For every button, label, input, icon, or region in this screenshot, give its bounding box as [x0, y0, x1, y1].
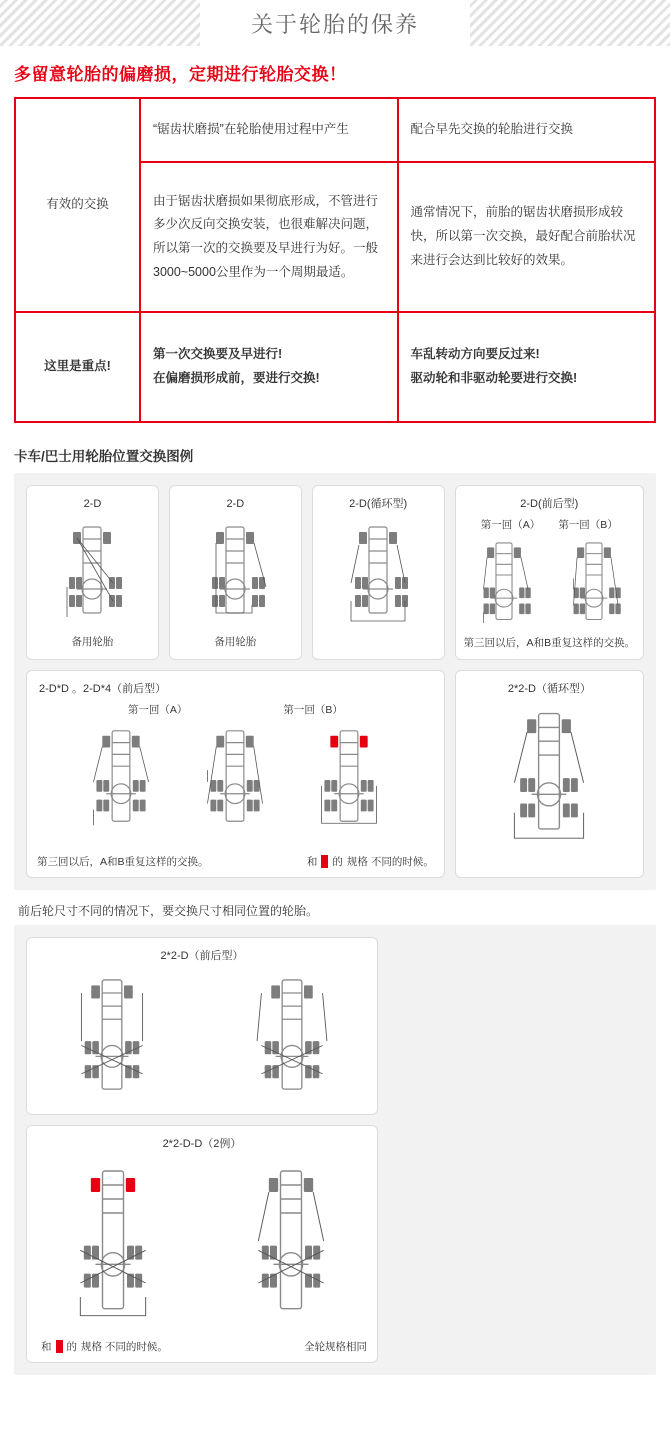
card-subtitles: [33, 702, 438, 717]
truck-diagram-icon: [333, 517, 423, 635]
card-foot: 第三回以后，A和B重复这样的交换。: [463, 636, 636, 649]
truck-diagram-icon: [181, 719, 289, 837]
bottom-spacer: [0, 1375, 670, 1393]
cell-body-col1: 由于锯齿状磨损如果彻底形成，不管进行多少次反向交换安装，也很难解决问题，所以第一次的交换要及早进行为好。一般3000~5000公里作为一个周期最适。: [140, 162, 398, 312]
section-heading: 卡车/巴士用轮胎位置交换图例: [14, 449, 194, 464]
maintenance-table: [14, 97, 656, 423]
card-foot: 备用轮胎: [71, 636, 114, 649]
diagram-area: [33, 1157, 371, 1340]
cell-head-col1: “锯齿状磨损”在轮胎使用过程中产生: [140, 98, 398, 162]
diagram-card-2d-cycle: [312, 485, 445, 660]
card-title: 2-D(前后型): [520, 498, 579, 510]
red-tire-chip-icon: [321, 855, 328, 868]
diagram-card-22d-cycle: [455, 670, 644, 878]
header-hatch-left: [0, 0, 200, 46]
card-subtitle-a: 第一回（A）: [127, 703, 188, 716]
point-col2-line2: 驱动轮和非驱动轮要进行交换!: [410, 371, 578, 385]
cell-body-col2: 通常情况下，前胎的锯齿状磨损形成较快，所以第一次交换，最好配合前胎状况来进行会达到比较好的效果。: [398, 162, 656, 312]
row-label-effective-exchange: 有效的交换: [15, 98, 140, 312]
foot-left-pre: 和: [41, 1341, 52, 1353]
card-foot-row: [33, 1339, 371, 1354]
cell-point-col2: [398, 312, 656, 422]
page-header: [0, 0, 670, 46]
diagram-area: [47, 517, 137, 632]
foot-left-post: 规格 不同的时候。: [81, 1341, 168, 1353]
point-col2-line1: 车乱转动方向要反过来!: [410, 347, 540, 362]
diagram-card-2d-frontrear: [455, 485, 644, 660]
main-table-wrap: [0, 97, 670, 423]
card-title: 2-D*D 。2-D*4（前后型）: [39, 683, 167, 695]
diagram-card-22d-frontrear: [26, 937, 378, 1115]
cell-point-col1: [140, 312, 398, 422]
truck-diagram-icon: [489, 702, 609, 852]
diagram-card-2d-spare-b: [169, 485, 302, 660]
card-title: 2*2-D（前后型）: [160, 950, 244, 962]
card-title: 2*2-D-D（2例）: [162, 1138, 242, 1150]
card-foot-left: 第三回以后，A和B重复这样的交换。: [37, 856, 209, 868]
card-title: 2-D: [83, 498, 102, 510]
diagram-area: [462, 534, 636, 632]
card-title: 2-D: [226, 498, 245, 510]
card-row-3: [26, 937, 644, 1115]
card-row-2: [26, 670, 644, 878]
page-title: 关于轮胎的保养: [233, 8, 437, 39]
card-subtitle-b: 第一回（B）: [283, 703, 343, 716]
truck-diagram-icon: [552, 534, 636, 632]
card-title: 2-D(循环型): [349, 498, 408, 510]
card-foot-row: [33, 854, 438, 869]
card-title: 2*2-D（循环型）: [507, 683, 591, 695]
card-row-1: [26, 485, 644, 660]
diagram-area: [190, 517, 280, 632]
diagram-area: [33, 719, 438, 855]
foot-right-mid: 的: [332, 856, 343, 868]
point-col1-line1: 第一次交换要及早进行!: [153, 347, 283, 362]
truck-diagram-icon-red: [295, 719, 403, 837]
card-subtitle-a: 第一回（A）: [480, 518, 541, 531]
card-foot: 备用轮胎: [214, 636, 257, 649]
table-row: [15, 98, 655, 162]
diagram-card-2dd-frontrear: [26, 670, 445, 878]
table-row: [15, 312, 655, 422]
card-subtitles: [481, 517, 618, 532]
truck-diagram-icon: [57, 969, 167, 1111]
lead-text: 多留意轮胎的偏磨损，定期进行轮胎交换！: [14, 65, 347, 84]
foot-right-pre: 和: [306, 856, 318, 868]
truck-diagram-icon: [47, 517, 137, 627]
truck-diagram-icon: [67, 719, 175, 837]
card-foot-left: [37, 1339, 168, 1354]
header-hatch-right: [470, 0, 670, 46]
diagram-area: [57, 969, 347, 1111]
card-foot-right: 全轮规格相同: [304, 1341, 367, 1353]
card-row-4: [26, 1125, 644, 1363]
diagram-card-22dd-two-examples: [26, 1125, 378, 1363]
point-col1-line2: 在偏磨损形成前，要进行交换!: [153, 371, 320, 385]
truck-diagram-icon-red: [54, 1157, 172, 1332]
row-label-key-point: 这里是重点!: [15, 312, 140, 422]
cell-head-col2: 配合早先交换的轮胎进行交换: [398, 98, 656, 162]
card-foot-right: [303, 854, 434, 869]
truck-diagram-icon: [237, 969, 347, 1111]
diagram-card-2d-spare-a: [26, 485, 159, 660]
diagram-panel-top: [14, 473, 656, 890]
panel-note: 前后轮尺寸不同的情况下，要交换尺寸相同位置的轮胎。: [18, 904, 319, 918]
diagram-panel-bottom: [14, 925, 656, 1375]
card-subtitle-b: 第一回（B）: [558, 518, 618, 531]
diagram-area: [489, 702, 609, 870]
foot-left-mid: 的: [66, 1341, 77, 1353]
truck-diagram-icon: [232, 1157, 350, 1332]
foot-right-post: 规格 不同的时候。: [346, 856, 434, 868]
diagram-area: [333, 517, 423, 652]
red-tire-chip-icon: [56, 1340, 63, 1353]
truck-diagram-icon: [462, 534, 546, 632]
truck-diagram-icon: [190, 517, 280, 627]
